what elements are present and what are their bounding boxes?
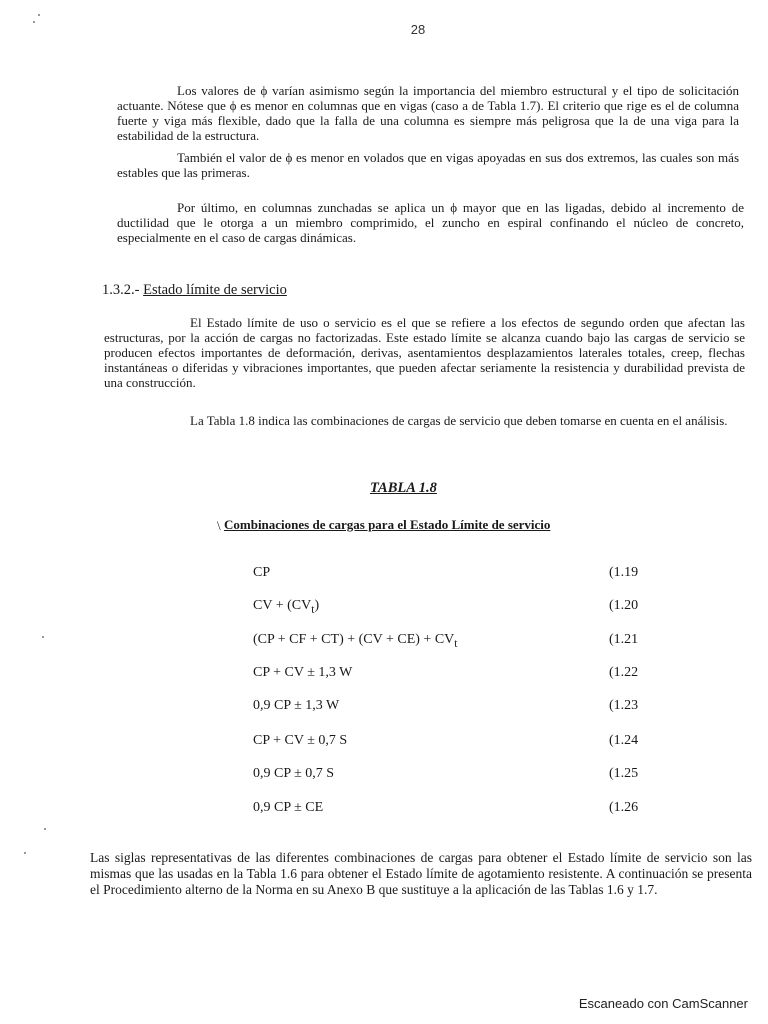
load-combination-row [253,632,646,650]
camscanner-watermark: Escaneado con CamScanner [578,996,748,1011]
paragraph-spiral-columns: Por último, en columnas zunchadas se aplica un ϕ mayor que en las ligadas, debido al incremento de ductilidad que le otorga a un miembro comprimido, el zuncho en espiral confinando el núcleo de concreto, especialmente en el caso de cargas dinámicas. [117,200,744,245]
table-subtitle [217,517,551,533]
scan-speck [44,828,46,830]
load-combination-expression: CP + CV ± 0,7 S [253,733,348,748]
paragraph-phi-cantilevers: También el valor de ϕ es menor en volados que en vigas apoyadas en sus dos extremos, las cuales son más estables que las primeras. [117,150,739,180]
load-combination-expression: CP [253,565,271,580]
table-subtitle-text: Combinaciones de cargas para el Estado Límite de servicio [224,517,551,532]
equation-number: (1.21 [609,632,639,647]
load-combination-row [253,698,646,716]
scan-speck [42,636,44,638]
equation-number: (1.22 [609,665,639,680]
section-heading [102,282,287,299]
equation-number: (1.20 [609,598,639,613]
load-combination-row [253,800,646,818]
load-combination-row [253,598,646,616]
load-combination-row [253,733,646,751]
load-combination-expression: 0,9 CP ± 0,7 S [253,766,335,781]
paragraph-table-reference: La Tabla 1.8 indica las combinaciones de cargas de servicio que deben tomarse en cuenta en el análisis. [190,413,728,428]
load-combination-expression: CV + $(CV_t)$ [253,598,320,616]
page-number: 28 [410,22,426,37]
load-combination-expression: 0,9 CP ± 1,3 W [253,698,340,713]
load-combination-expression: 0,9 CP ± CE [253,800,324,815]
load-combination-row [253,766,646,784]
table-title: TABLA 1.8 [370,480,437,496]
load-combination-row [253,565,646,583]
paragraph-phi-values: Los valores de ϕ varían asimismo según la importancia del miembro estructural y el tipo de solicitación actuante. Nótese que ϕ es menor en columnas que en vigas (caso a de Tabla 1.7). El criterio que rige es el de columna fuerte y viga más flexible, dado que la falla de una columna es siempre más peligrosa que la de una viga para la estabilidad de la estructura. [117,83,739,143]
equation-number: (1.23 [609,698,639,713]
equation-number: (1.25 [609,766,639,781]
scan-mark: \ [217,518,221,533]
scan-speck [24,852,26,854]
load-combination-expression: CP + CV ± 1,3 W [253,665,353,680]
scan-speck [38,14,40,16]
section-number: 1.3.2.- [102,282,140,298]
equation-number: (1.24 [609,733,639,748]
equation-number: (1.26 [609,800,639,815]
load-combination-row [253,665,646,683]
section-title: Estado límite de servicio [143,282,287,298]
paragraph-closing: Las siglas representativas de las diferentes combinaciones de cargas para obtener el Estado límite de servicio son las mismas que las usadas en la Tabla 1.6 para obtener el Estado límite de agotamiento resistente. A continuación se presenta el Procedimiento alterno de la Norma en su Anexo B que sustituye a la aplicación de las Tablas 1.6 y 1.7. [90,850,752,897]
equation-number: (1.19 [609,565,639,580]
load-combination-expression: (CP + CF + $CT) + (CV + CE) + CV_t$ [253,632,458,650]
paragraph-service-limit-definition: El Estado límite de uso o servicio es el que se refiere a los efectos de segundo orden que afectan las estructuras, por la acción de cargas no factorizadas. Este estado límite se alcanza cuando bajo las cargas de servicio se producen efectos importantes de deformación, derivas, asentamientos desplazamientos laterales totales, creep, flechas instantáneas o diferidas y vibraciones importantes, que pueden afectar seriamente la resistencia y durabilidad prevista de una construcción. [104,315,745,390]
